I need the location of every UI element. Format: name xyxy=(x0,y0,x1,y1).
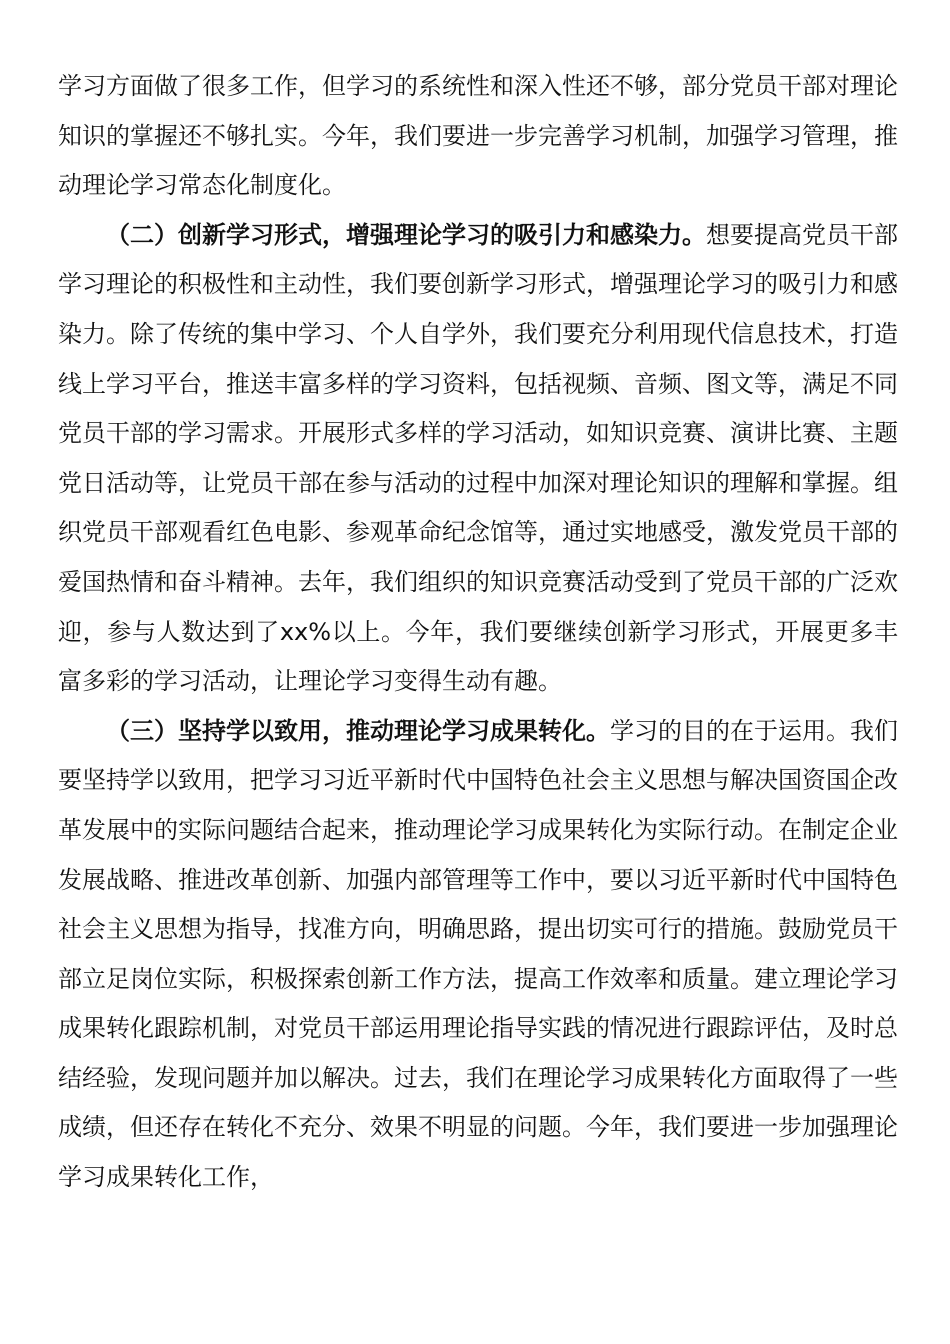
paragraph-text: 学习方面做了很多工作，但学习的系统性和深入性还不够，部分党员干部对理论知识的掌握还不够扎实。今年，我们要进一步完善学习机制，加强学习管理，推动理论学习常态化制度化。 xyxy=(58,72,898,200)
section-heading-2: （二）创新学习形式，增强理论学习的吸引力和感染力。 xyxy=(106,220,706,249)
paragraph-section-2 xyxy=(58,211,898,707)
paragraph-section-3 xyxy=(58,707,898,1203)
section-heading-3: （三）坚持学以致用，推动理论学习成果转化。 xyxy=(106,716,610,745)
paragraph-text: 想要提高党员干部学习理论的积极性和主动性，我们要创新学习形式，增强理论学习的吸引力和感染力。除了传统的集中学习、个人自学外，我们要充分利用现代信息技术，打造线上学习平台，推送丰富多样的学习资料，包括视频、音频、图文等，满足不同党员干部的学习需求。开展形式多样的学习活动，如知识竞赛、演讲比赛、主题党日活动等，让党员干部在参与活动的过程中加深对理论知识的理解和掌握。组织党员干部观看红色电影、参观革命纪念馆等，通过实地感受，激发党员干部的爱国热情和奋斗精神。去年，我们组织的知识竞赛活动受到了党员干部的广泛欢迎，参与人数达到了xx%以上。今年，我们要继续创新学习形式，开展更多丰富多彩的学习活动，让理论学习变得生动有趣。 xyxy=(58,220,898,696)
paragraph-continued xyxy=(58,62,898,211)
document-page xyxy=(58,62,898,1203)
paragraph-text: 学习的目的在于运用。我们要坚持学以致用，把学习习近平新时代中国特色社会主义思想与解决国资国企改革发展中的实际问题结合起来，推动理论学习成果转化为实际行动。在制定企业发展战略、推进改革创新、加强内部管理等工作中，要以习近平新时代中国特色社会主义思想为指导，找准方向，明确思路，提出切实可行的措施。鼓励党员干部立足岗位实际，积极探索创新工作方法，提高工作效率和质量。建立理论学习成果转化跟踪机制，对党员干部运用理论指导实践的情况进行跟踪评估，及时总结经验，发现问题并加以解决。过去，我们在理论学习成果转化方面取得了一些成绩，但还存在转化不充分、效果不明显的问题。今年，我们要进一步加强理论学习成果转化工作， xyxy=(58,716,898,1192)
